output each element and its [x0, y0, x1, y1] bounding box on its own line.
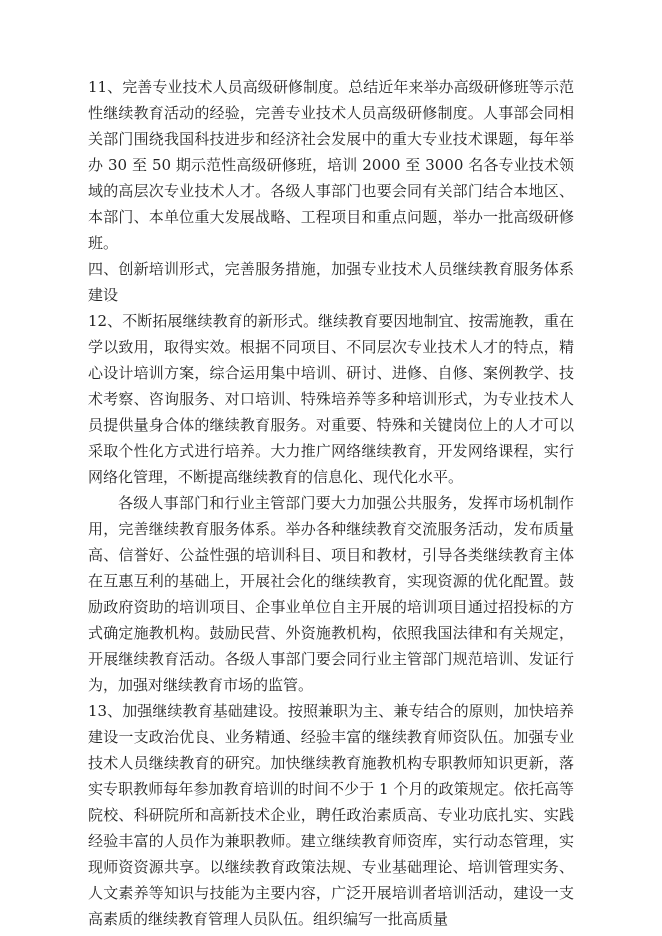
document-page [88, 74, 574, 932]
paragraph-12: 12、不断拓展继续教育的新形式。继续教育要因地制宜、按需施教，重在学以致用，取得实效。根据不同项目、不同层次专业技术人才的特点，精心设计培训方案，综合运用集中培训、研讨、进修、自修、案例教学、技术考察、咨询服务、对口培训、特殊培养等多种培训形式，为专业技术人员提供量身合体的继续教育服务。对重要、特殊和关键岗位上的人才可以采取个性化方式进行培养。大力推广网络继续教育，开发网络课程，实行网络化管理，不断提高继续教育的信息化、现代化水平。 [88, 312, 574, 486]
paragraph-13: 13、加强继续教育基础建设。按照兼职为主、兼专结合的原则，加快培养建设一支政治优良、业务精通、经验丰富的继续教育师资队伍。加强专业技术人员继续教育的研究。加快继续教育施教机构专职教师知识更新，落实专职教师每年参加教育培训的时间不少于 1 个月的政策规定。依托高等院校、科研院所和高新技术企业，聘任政治素质高、专业功底扎实、实践经验丰富的人员作为兼职教师。建立继续教育师资库，实行动态管理，实现师资资源共享。以继续教育政策法规、专业基础理论、培训管理实务、人文素养等知识与技能为主要内容，广泛开展培训者培训活动，建设一支高素质的继续教育管理人员队伍。组织编写一批高质量 [88, 702, 574, 928]
paragraph-11: 11、完善专业技术人员高级研修制度。总结近年来举办高级研修班等示范性继续教育活动的经验，完善专业技术人员高级研修制度。人事部会同相关部门围绕我国科技进步和经济社会发展中的重大专业技术课题，每年举办 30 至 50 期示范性高级研修班，培训 2000 至 3000 名各专业技术领域的高层次专业技术人才。各级人事部门也要会同有关部门结合本地区、本部门、本单位重大发展战略、工程项目和重点问题，举办一批高级研修班。 [88, 78, 574, 252]
paragraph-public-service: 各级人事部门和行业主管部门要大力加强公共服务，发挥市场机制作用，完善继续教育服务体系。举办各种继续教育交流服务活动，发布质量高、信誉好、公益性强的培训科目、项目和教材，引导各类继续教育主体在互惠互利的基础上，开展社会化的继续教育，实现资源的优化配置。鼓励政府资助的培训项目、企事业单位自主开展的培训项目通过招投标的方式确定施教机构。鼓励民营、外资施教机构，依照我国法律和有关规定，开展继续教育活动。各级人事部门要会同行业主管部门规范培训、发证行为，加强对继续教育市场的监管。 [88, 494, 574, 694]
section-heading-4: 四、创新培训形式，完善服务措施，加强专业技术人员继续教育服务体系建设 [88, 260, 574, 304]
